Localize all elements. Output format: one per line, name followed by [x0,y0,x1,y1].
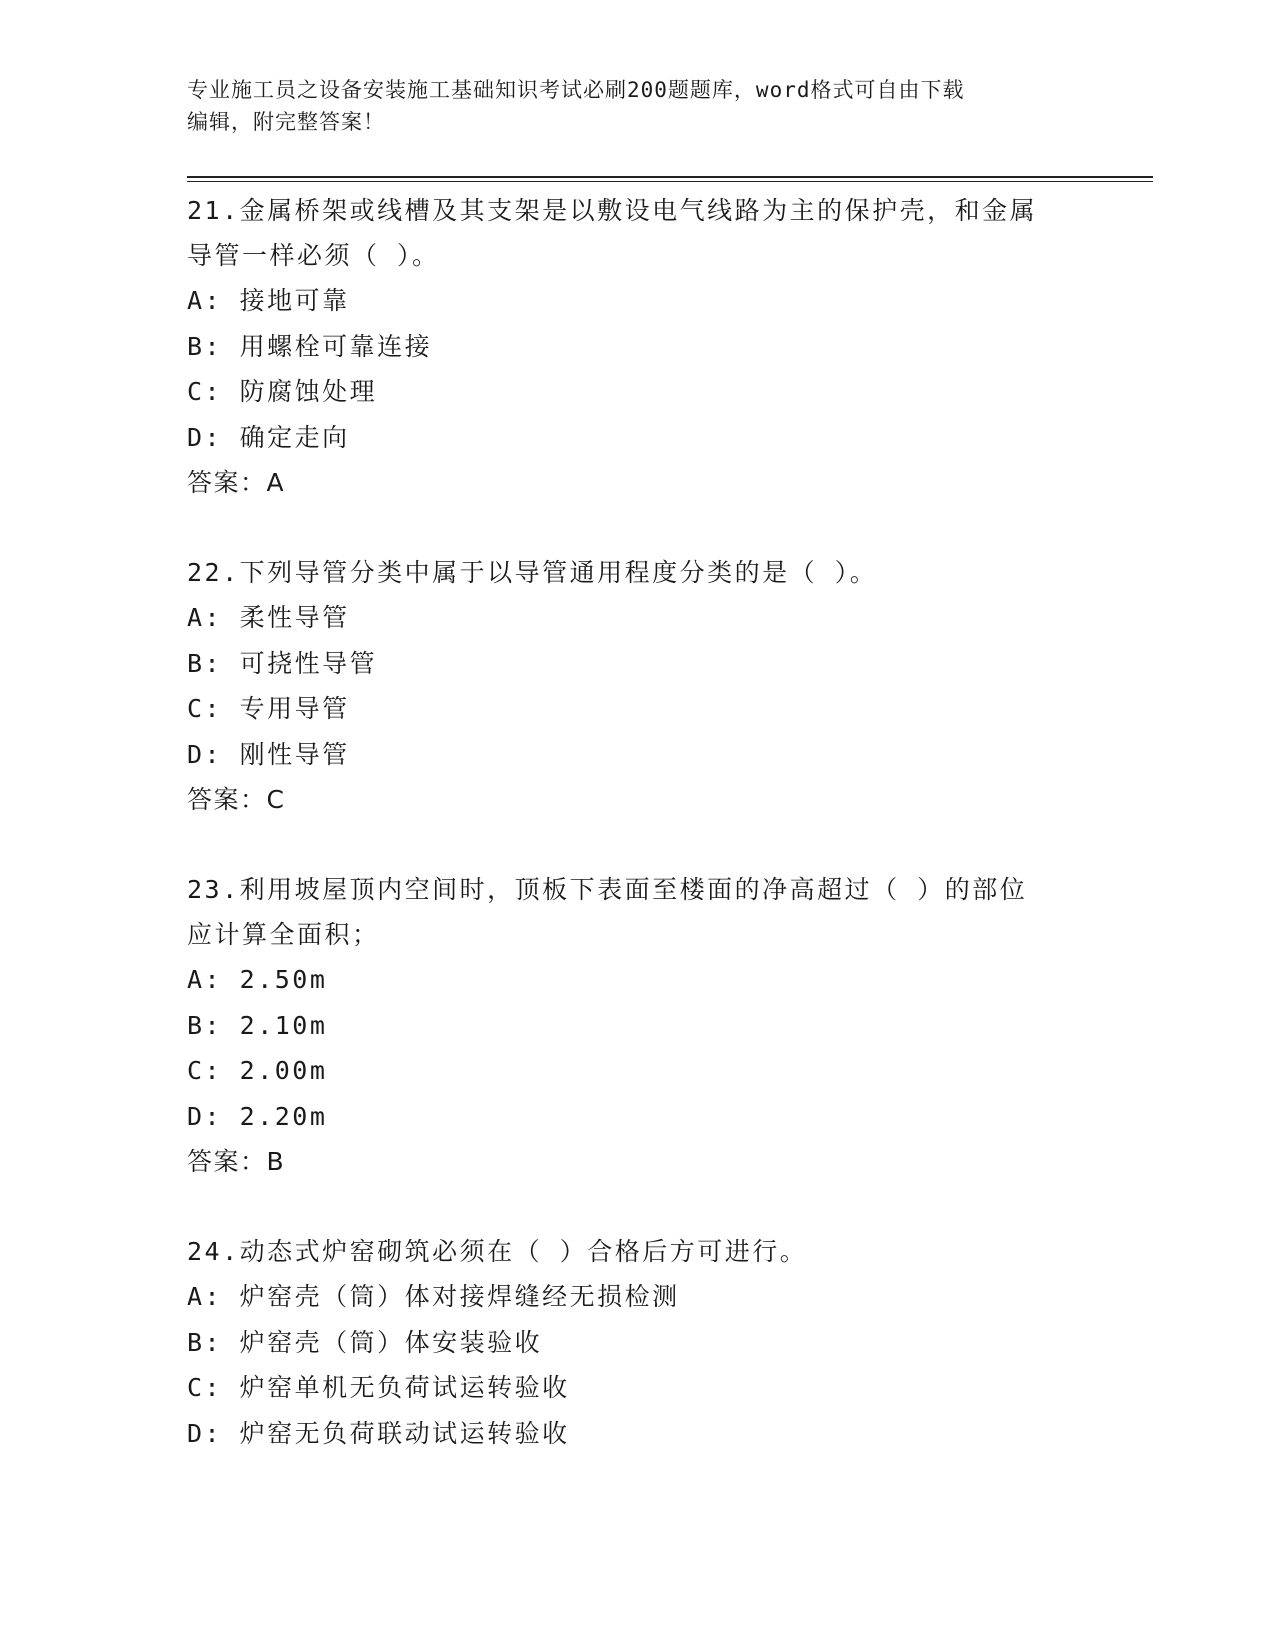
spacer [187,1184,1087,1229]
option-c: C: 炉窑单机无负荷试运转验收 [187,1373,570,1402]
question-22 [187,550,1087,822]
option-c: C: 防腐蚀处理 [187,377,378,406]
header-line-2: 编辑，附完整答案！ [187,110,385,134]
question-stem: 22.下列导管分类中属于以导管通用程度分类的是（ ）。 [187,558,878,587]
option-a: A: 炉窑壳（筒）体对接焊缝经无损检测 [187,1282,680,1311]
header-rule-thick [187,176,1153,178]
question-stem-continued: 应计算全面积； [187,920,380,949]
option-c: C: 2.00m [187,1056,328,1085]
option-a: A: 2.50m [187,965,328,994]
question-23 [187,867,1087,1184]
option-d: D: 刚性导管 [187,739,350,769]
option-a: A: 接地可靠 [187,286,350,315]
answer: 答案：C [187,785,286,814]
option-b: B: 2.10m [187,1010,328,1040]
option-b: B: 用螺栓可靠连接 [187,331,433,361]
header-line-1: 专业施工员之设备安装施工基础知识考试必刷200题题库，word格式可自由下载 [187,78,965,102]
answer: 答案：B [187,1147,286,1176]
option-b: B: 可挠性导管 [187,648,378,678]
document-header [187,74,1087,138]
question-24 [187,1229,1087,1456]
question-stem: 23.利用坡屋顶内空间时，顶板下表面至楼面的净高超过（ ）的部位 [187,875,1028,904]
spacer [187,822,1087,867]
question-stem: 24.动态式炉窑砌筑必须在（ ）合格后方可进行。 [187,1237,808,1266]
header-rule-thin [187,181,1153,182]
option-c: C: 专用导管 [187,694,350,723]
option-d: D: 2.20m [187,1101,328,1131]
option-a: A: 柔性导管 [187,603,350,632]
option-d: D: 炉窑无负荷联动试运转验收 [187,1418,570,1448]
question-list [187,188,1087,1456]
answer: 答案：A [187,468,286,497]
option-d: D: 确定走向 [187,422,350,452]
question-stem: 21.金属桥架或线槽及其支架是以敷设电气线路为主的保护壳，和金属 [187,196,1038,225]
option-b: B: 炉窑壳（筒）体安装验收 [187,1327,543,1357]
question-21 [187,188,1087,505]
question-stem-continued: 导管一样必须（ ）。 [187,241,440,270]
spacer [187,505,1087,550]
